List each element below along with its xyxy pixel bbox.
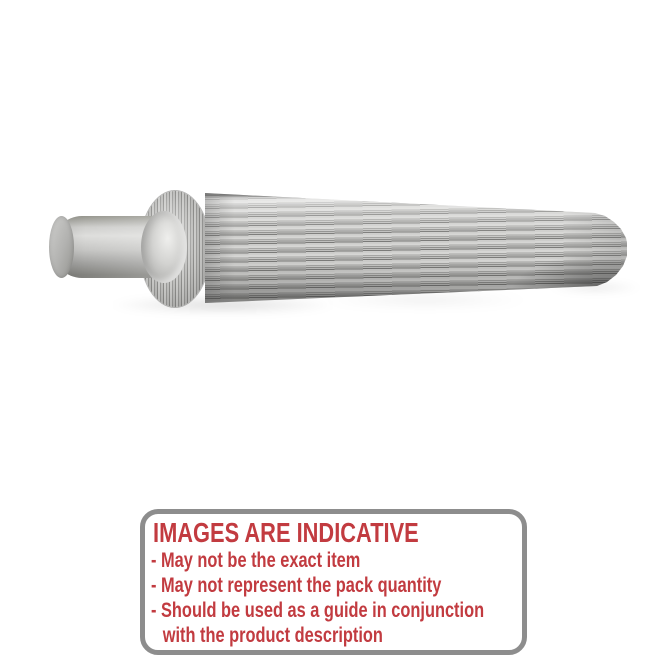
- pulley-toothed-body: [205, 193, 627, 303]
- disclaimer-title: IMAGES ARE INDICATIVE: [153, 517, 419, 548]
- disclaimer-line: - Should be used as a guide in conjunction: [151, 599, 485, 622]
- shaft-boss-fillet: [141, 211, 187, 283]
- pilot-shaft-end-cap: [49, 216, 74, 278]
- disclaimer-line: - May not represent the pack quantity: [151, 574, 442, 597]
- disclaimer-line: - May not be the exact item: [151, 549, 361, 572]
- disclaimer-box: [140, 509, 527, 655]
- disclaimer-line: with the product description: [162, 624, 383, 647]
